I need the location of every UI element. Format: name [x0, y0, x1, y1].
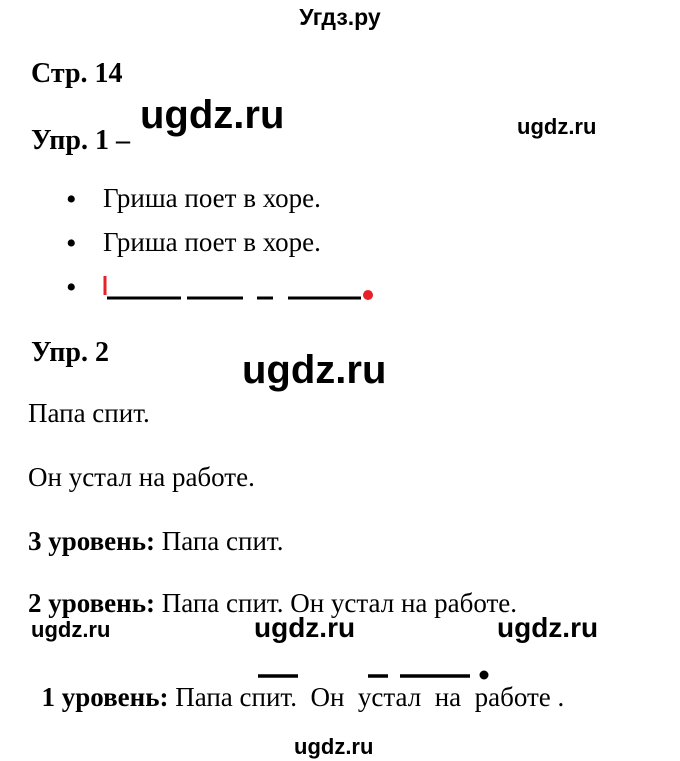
watermark-large: ugdz.ru — [140, 93, 285, 137]
period-dot-icon — [363, 290, 373, 300]
exercise-1-title: Упр. 1 – — [31, 125, 130, 156]
level-label: 1 уровень: — [41, 682, 169, 712]
watermark-medium: ugdz.ru — [254, 612, 356, 643]
watermark-small: ugdz.ru — [294, 734, 374, 759]
watermark-medium: ugdz.ru — [497, 612, 599, 643]
level-1-scheme — [250, 670, 510, 690]
exercise-2-line: Он устал на работе. — [28, 462, 255, 492]
sentence-scheme — [95, 268, 395, 308]
exercise-2-line: Папа спит. — [28, 398, 150, 428]
bullet-icon: • — [66, 227, 77, 260]
exercise-2-title: Упр. 2 — [31, 337, 109, 368]
bullet-icon: • — [66, 271, 77, 304]
site-watermark-top: Угдз.ру — [299, 4, 381, 30]
level-text: Папа спит. Он устал на работе . — [175, 682, 565, 712]
period-dot-icon — [480, 671, 489, 680]
watermark-large: ugdz.ru — [242, 348, 387, 392]
exercise-1-sentence: Гриша поет в хоре. — [103, 227, 321, 257]
level-row — [28, 526, 283, 557]
exercise-1-sentence: Гриша поет в хоре. — [103, 183, 321, 213]
level-text: Папа спит. Он устал на работе. — [161, 588, 518, 618]
level-label: 2 уровень: — [28, 588, 155, 618]
page-label: Стр. 14 — [31, 58, 123, 89]
level-label: 3 уровень: — [28, 526, 155, 556]
level-text: Папа спит. — [161, 526, 284, 556]
watermark-small: ugdz.ru — [517, 114, 597, 139]
watermark-small: ugdz.ru — [31, 617, 111, 642]
level-row — [28, 588, 517, 619]
bullet-icon: • — [66, 183, 77, 216]
